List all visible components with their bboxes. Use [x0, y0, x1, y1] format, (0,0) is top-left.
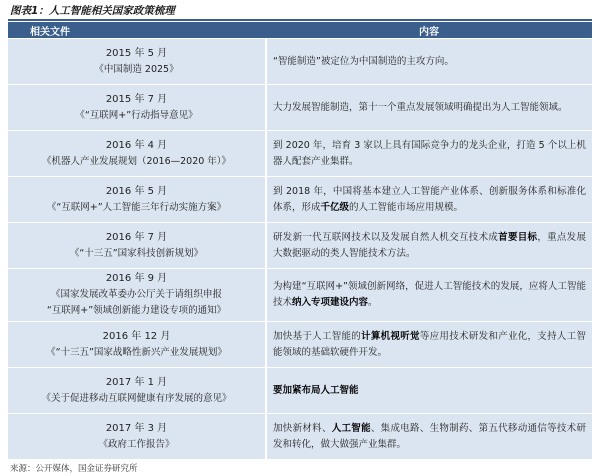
content-highlight: 千亿级: [320, 201, 350, 213]
document-name: 《“互联网+”行动指导意见》: [75, 109, 198, 121]
table-row: [8, 39, 592, 85]
document-cell: [8, 85, 266, 131]
policy-table: [8, 22, 592, 460]
content-cell: [266, 414, 592, 460]
table-row: [8, 368, 592, 414]
content-text: 研发新一代互联网技术以及发展自然人机交互技术成: [273, 231, 499, 243]
content-text-tail: 等应用技术研发和产业化，支持人工智能领域的基础软硬件开发。: [273, 330, 586, 358]
content-text-tail: 。: [368, 297, 378, 308]
document-name: 《机器人产业发展规划（2016—2020 年）》: [41, 155, 232, 167]
content-text-tail: 的人工智能市场应用规模。: [349, 201, 464, 213]
table-row: [8, 85, 592, 131]
document-date: 2016 年 9 月: [105, 273, 168, 284]
table-row: [8, 177, 592, 223]
document-date: 2017 年 3 月: [105, 422, 168, 434]
content-text: 加快新材料、: [273, 422, 332, 434]
table-header-row: [8, 22, 592, 39]
document-cell: [8, 131, 266, 177]
document-date: 2017 年 1 月: [105, 376, 168, 388]
content-text: 到 2020 年，培育 3 家以上具有国际竞争力的龙头企业，打造 5 个以上机器人配套产业集群。: [273, 139, 586, 167]
content-text: 为构建“互联网+”领域创新网络，促进人工智能技术的发展，应将人工智能技术: [273, 281, 586, 308]
document-cell: [8, 414, 266, 460]
content-highlight: 人工智能: [331, 422, 371, 434]
content-highlight: 纳入专项建设内容: [292, 297, 369, 308]
content-highlight: 要加紧布局人工智能: [273, 384, 359, 396]
content-cell: [266, 177, 592, 223]
title-divider: [8, 19, 592, 21]
content-highlight: 首要目标: [498, 231, 538, 243]
content-cell: [266, 269, 592, 322]
document-name-line-2: “互联网+”领域创新能力建设专项的通知》: [46, 305, 227, 316]
content-text: 大力发展智能制造，第十一个重点发展领域明确提出为人工智能领域。: [273, 101, 568, 113]
content-text-tail: 、集成电路、生物制药、第五代移动通信等技术研发和转化，做大做强产业集群。: [273, 422, 586, 450]
document-cell: [8, 368, 266, 414]
content-cell: [266, 368, 592, 414]
source-note: 来源：公开媒体，国金证券研究所: [10, 464, 138, 474]
document-date: 2015 年 7 月: [105, 93, 168, 105]
document-date: 2016 年 7 月: [105, 231, 168, 243]
document-name: 《“十三五”国家科技创新规划》: [69, 247, 204, 259]
figure-title: 图表1：人工智能相关国家政策梳理: [10, 5, 175, 17]
document-cell: [8, 269, 266, 322]
content-cell: [266, 39, 592, 85]
document-date: 2015 年 5 月: [105, 47, 168, 59]
content-cell: [266, 322, 592, 368]
content-cell: [266, 131, 592, 177]
document-cell: [8, 39, 266, 85]
content-text: 到 2018 年，中国将基本建立人工智能产业体系、创新服务体系和标准化体系，形成: [273, 185, 586, 213]
document-name: 《政府工作报告》: [98, 438, 175, 450]
table-row: [8, 131, 592, 177]
document-cell: [8, 223, 266, 269]
document-name-line-1: 《国家发展改革委办公厅关于请组织申报: [50, 289, 222, 300]
header-document: 相关文件: [8, 22, 266, 39]
table-row: [8, 322, 592, 368]
content-highlight: 计算机视听觉: [361, 330, 420, 342]
content-text-tail: ，重点发展大数据驱动的类人智能技术方法。: [273, 231, 586, 259]
document-cell: [8, 177, 266, 223]
table-row: [8, 414, 592, 460]
document-name: 《关于促进移动互联网健康有序发展的意见》: [41, 392, 232, 404]
table-row: [8, 269, 592, 322]
document-name: 《“十三五”国家战略性新兴产业发展规划》: [46, 346, 227, 358]
document-date: 2016 年 4 月: [105, 139, 168, 151]
document-date: 2016 年 12 月: [102, 330, 171, 342]
content-cell: [266, 223, 592, 269]
document-name: 《中国制造 2025》: [94, 63, 179, 75]
content-text: “智能制造”被定位为中国制造的主攻方向。: [273, 55, 454, 67]
table-row: [8, 223, 592, 269]
content-cell: [266, 85, 592, 131]
document-date: 2016 年 5 月: [105, 185, 168, 197]
content-text: 加快基于人工智能的: [273, 330, 362, 342]
document-cell: [8, 322, 266, 368]
document-name: 《“互联网+”人工智能三年行动实施方案》: [46, 201, 227, 213]
header-content: 内容: [266, 22, 592, 39]
